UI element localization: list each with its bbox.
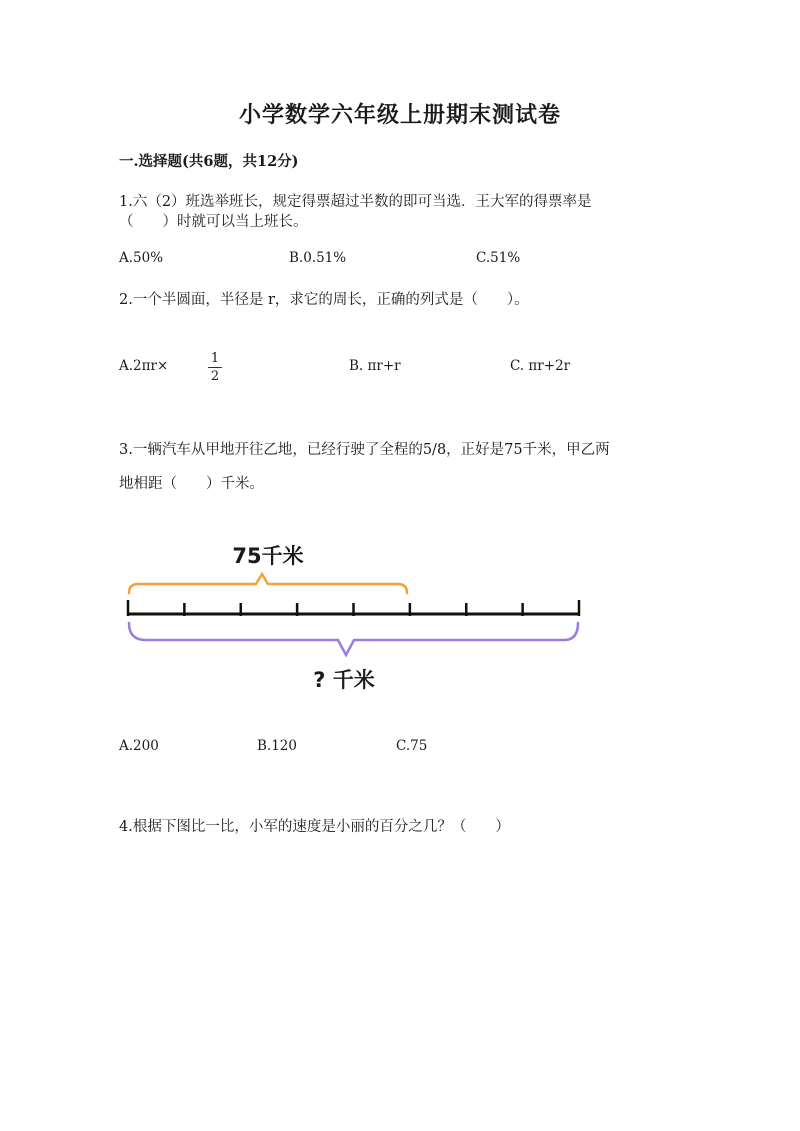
q1-option-c: C.51% xyxy=(476,250,521,266)
q3-option-b: B.120 xyxy=(257,738,297,754)
fraction-denominator: 2 xyxy=(210,369,220,384)
q2-option-a: A.2πr× xyxy=(119,358,169,374)
q3-option-c: C.75 xyxy=(396,738,428,754)
q3-option-a: A.200 xyxy=(119,738,159,754)
known-distance-label: 75千米 xyxy=(232,544,304,568)
fraction-bar xyxy=(208,367,222,368)
known-distance-brace xyxy=(129,574,407,593)
q2-option-c: C. πr+2r xyxy=(510,358,571,374)
q3-text-line1: 3.一辆汽车从甲地开往乙地，已经行驶了全程的5/8，正好是75千米，甲乙两 xyxy=(119,442,610,458)
q1-text-line1: 1.六（2）班选举班长，规定得票超过半数的即可当选．王大军的得票率是 xyxy=(119,194,592,210)
q2-text: 2.一个半圆面，半径是 r，求它的周长，正确的列式是（ ）。 xyxy=(119,292,529,308)
q1-text-line2: （ ）时就可以当上班长。 xyxy=(119,214,308,230)
total-distance-brace xyxy=(129,623,578,655)
q3-text-line2: 地相距（ ）千米。 xyxy=(119,476,264,492)
q2-option-a-fraction xyxy=(208,351,222,384)
q1-option-b: B.0.51% xyxy=(289,250,347,266)
page-title: 小学数学六年级上册期末测试卷 xyxy=(238,102,561,128)
section-heading: 一.选择题(共6题，共12分) xyxy=(119,153,299,170)
q4-text: 4.根据下图比一比，小军的速度是小丽的百分之几？（ ） xyxy=(119,819,510,835)
fraction-numerator: 1 xyxy=(210,351,220,366)
q2-option-b: B. πr+r xyxy=(349,358,401,374)
line-segment-diagram xyxy=(118,530,598,700)
total-distance-label: ? 千米 xyxy=(313,668,375,692)
q1-option-a: A.50% xyxy=(119,250,164,266)
